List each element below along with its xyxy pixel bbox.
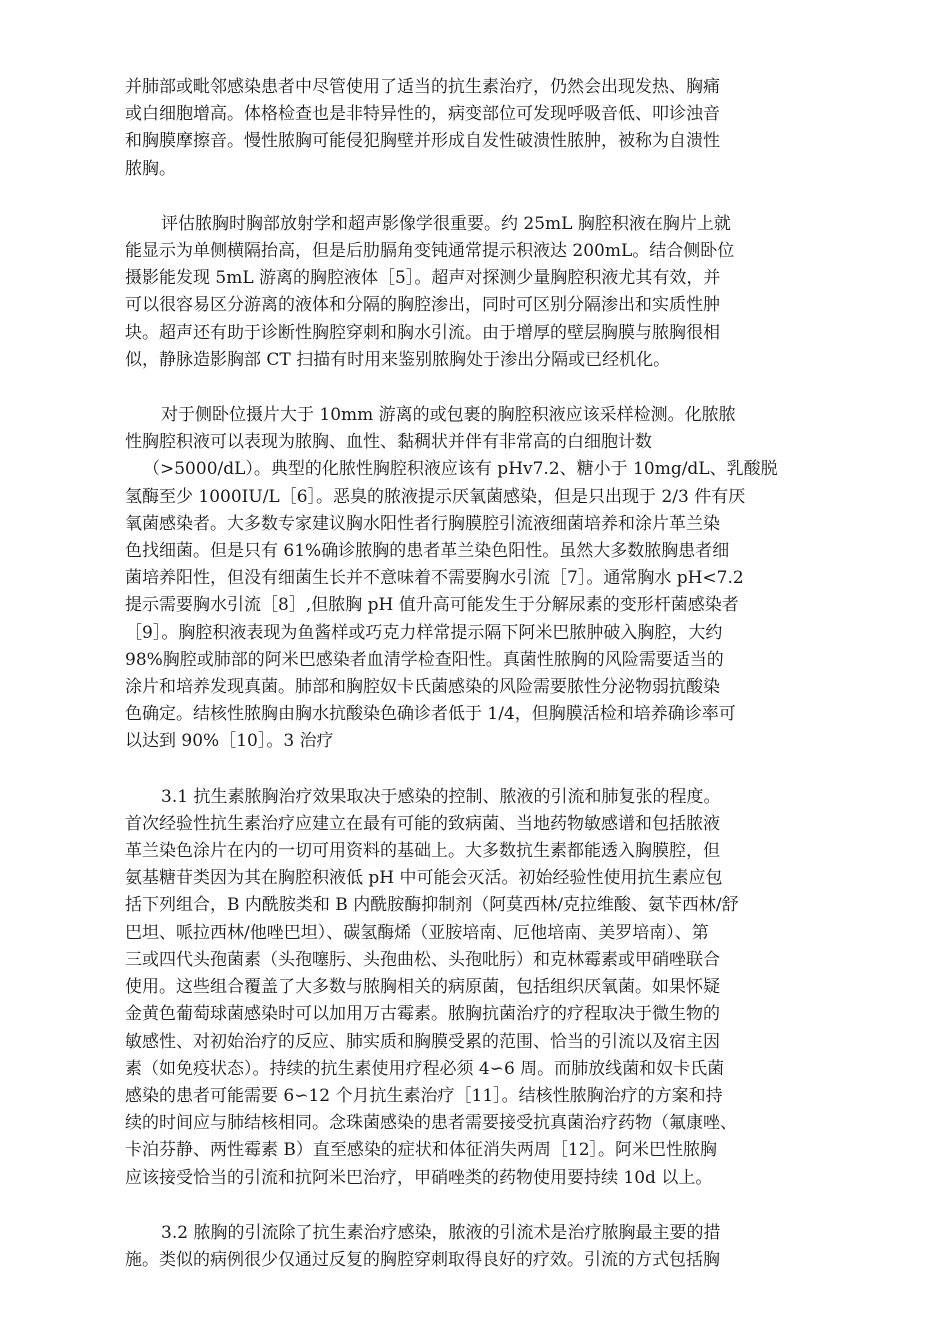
text-line: 以达到 90%［10］。3 治疗: [125, 731, 334, 752]
text-line: 续的时间应与肺结核相同。念珠菌感染的患者需要接受抗真菌治疗药物（氟康唑、: [125, 1113, 737, 1134]
text-line: 摄影能发现 5mL 游离的胸腔液体［5］。超声对探测少量胸腔积液尤其有效，并: [125, 268, 721, 289]
text-line: 金黄色葡萄球菌感染时可以加用万古霉素。脓胸抗菌治疗的疗程取决于微生物的: [125, 1004, 720, 1025]
text-line: 菌培养阳性，但没有细菌生长并不意味着不需要胸水引流［7］。通常胸水 pH<7.2: [125, 568, 744, 589]
paragraph-antibiotics: [125, 784, 847, 1192]
text-line: 性胸腔积液可以表现为脓胸、血性、黏稠状并伴有非常高的白细胞计数: [125, 432, 652, 453]
text-line: 3.1 抗生素脓胸治疗效果取决于感染的控制、脓液的引流和肺复张的程度。: [161, 786, 721, 807]
text-line: 能显示为单侧横隔抬高，但是后肋膈角变钝通常提示积液达 200mL。结合侧卧位: [125, 241, 735, 262]
text-line: 氢酶至少 1000IU/L［6］。恶臭的脓液提示厌氧菌感染，但是只出现于 2/3 件有厌: [125, 486, 746, 507]
text-line: 可以很容易区分游离的液体和分隔的胸腔渗出，同时可区别分隔渗出和实质性肿: [125, 295, 720, 316]
paragraph-sampling: [125, 402, 847, 756]
text-line: （>5000/dL）。典型的化脓性胸腔积液应该有 pHv7.2、糖小于 10mg/dL、乳酸脱: [143, 459, 778, 480]
text-line: 施。类似的病例很少仅通过反复的胸腔穿刺取得良好的疗效。引流的方式包括胸: [125, 1249, 720, 1270]
paragraph-imaging: [125, 211, 847, 374]
paragraph-drainage: [125, 1220, 847, 1274]
text-line: 括下列组合，B 内酰胺类和 B 内酰胺酶抑制剂（阿莫西林/克拉维酸、氨苄西林/舒: [125, 895, 739, 916]
text-line: 提示需要胸水引流［8］,但脓胸 pH 值升高可能发生于分解尿素的变形杆菌感染者: [125, 595, 739, 616]
text-line: 或白细胞增高。体格检查也是非特异性的，病变部位可发现呼吸音低、叩诊浊音: [125, 104, 720, 125]
text-line: 并肺部或毗邻感染患者中尽管使用了适当的抗生素治疗，仍然会出现发热、胸痛: [125, 77, 720, 97]
text-line: 三或四代头孢菌素（头孢噻肟、头孢曲松、头孢吡肟）和克林霉素或甲硝唑联合: [125, 949, 720, 970]
text-line: 98%胸腔或肺部的阿米巴感染者血清学检查阳性。真菌性脓胸的风险需要适当的: [125, 649, 724, 670]
text-line: 块。超声还有助于诊断性胸腔穿刺和胸水引流。由于增厚的壁层胸膜与脓胸很相: [125, 322, 720, 343]
text-line: 评估脓胸时胸部放射学和超声影像学很重要。约 25mL 胸腔积液在胸片上就: [161, 213, 731, 234]
text-line: ［9］。胸腔积液表现为鱼酱样或巧克力样常提示隔下阿米巴脓肿破入胸腔，大约: [125, 622, 723, 643]
text-line: 脓胸。: [125, 158, 176, 179]
text-line: 似，静脉造影胸部 CT 扫描有时用来鉴别脓胸处于渗出分隔或已经机化。: [125, 349, 671, 370]
text-line: 氨基糖苷类因为其在胸腔积液低 pH 中可能会灭活。初始经验性使用抗生素应包: [125, 868, 723, 889]
text-line: 敏感性、对初始治疗的反应、肺实质和胸膜受累的范围、恰当的引流以及宿主因: [125, 1031, 720, 1052]
text-line: 应该接受恰当的引流和抗阿米巴治疗，甲硝唑类的药物使用要持续 10d 以上。: [125, 1167, 713, 1188]
document-page: [125, 74, 847, 1302]
text-line: 氧菌感染者。大多数专家建议胸水阳性者行胸膜腔引流液细菌培养和涂片革兰染: [125, 513, 720, 534]
text-line: 革兰染色涂片在内的一切可用资料的基础上。大多数抗生素都能透入胸膜腔，但: [125, 841, 720, 862]
text-line: 巴坦、哌拉西林/他唑巴坦）、碳氢酶烯（亚胺培南、厄他培南、美罗培南）、第: [125, 922, 709, 943]
text-line: 3.2 脓胸的引流除了抗生素治疗感染，脓液的引流术是治疗脓胸最主要的措: [161, 1222, 721, 1243]
text-line: 和胸膜摩擦音。慢性脓胸可能侵犯胸壁并形成自发性破溃性脓肿，被称为自溃性: [125, 131, 720, 152]
text-line: 对于侧卧位摄片大于 10mm 游离的或包裹的胸腔积液应该采样检测。化脓脓: [161, 405, 736, 426]
paragraph-clinical-signs: [125, 74, 847, 183]
text-line: 使用。这些组合覆盖了大多数与脓胸相关的病原菌，包括组织厌氧菌。如果怀疑: [125, 977, 720, 998]
text-line: 首次经验性抗生素治疗应建立在最有可能的致病菌、当地药物敏感谱和包括脓液: [125, 813, 720, 834]
text-line: 素（如免疫状态）。持续的抗生素使用疗程必须 4∽6 周。而肺放线菌和奴卡氏菌: [125, 1058, 725, 1079]
text-line: 涂片和培养发现真菌。肺部和胸腔奴卡氏菌感染的风险需要脓性分泌物弱抗酸染: [125, 677, 720, 698]
text-line: 色确定。结核性脓胸由胸水抗酸染色确诊者低于 1/4，但胸膜活检和培养确诊率可: [125, 704, 736, 725]
text-line: 卡泊芬静、两性霉素 B）直至感染的症状和体征消失两周［12］。阿米巴性脓胸: [125, 1140, 718, 1161]
text-line: 色找细菌。但是只有 61%确诊脓胸的患者革兰染色阳性。虽然大多数脓胸患者细: [125, 541, 730, 562]
text-line: 感染的患者可能需要 6∽12 个月抗生素治疗［11］。结核性脓胸治疗的方案和持: [125, 1085, 723, 1106]
